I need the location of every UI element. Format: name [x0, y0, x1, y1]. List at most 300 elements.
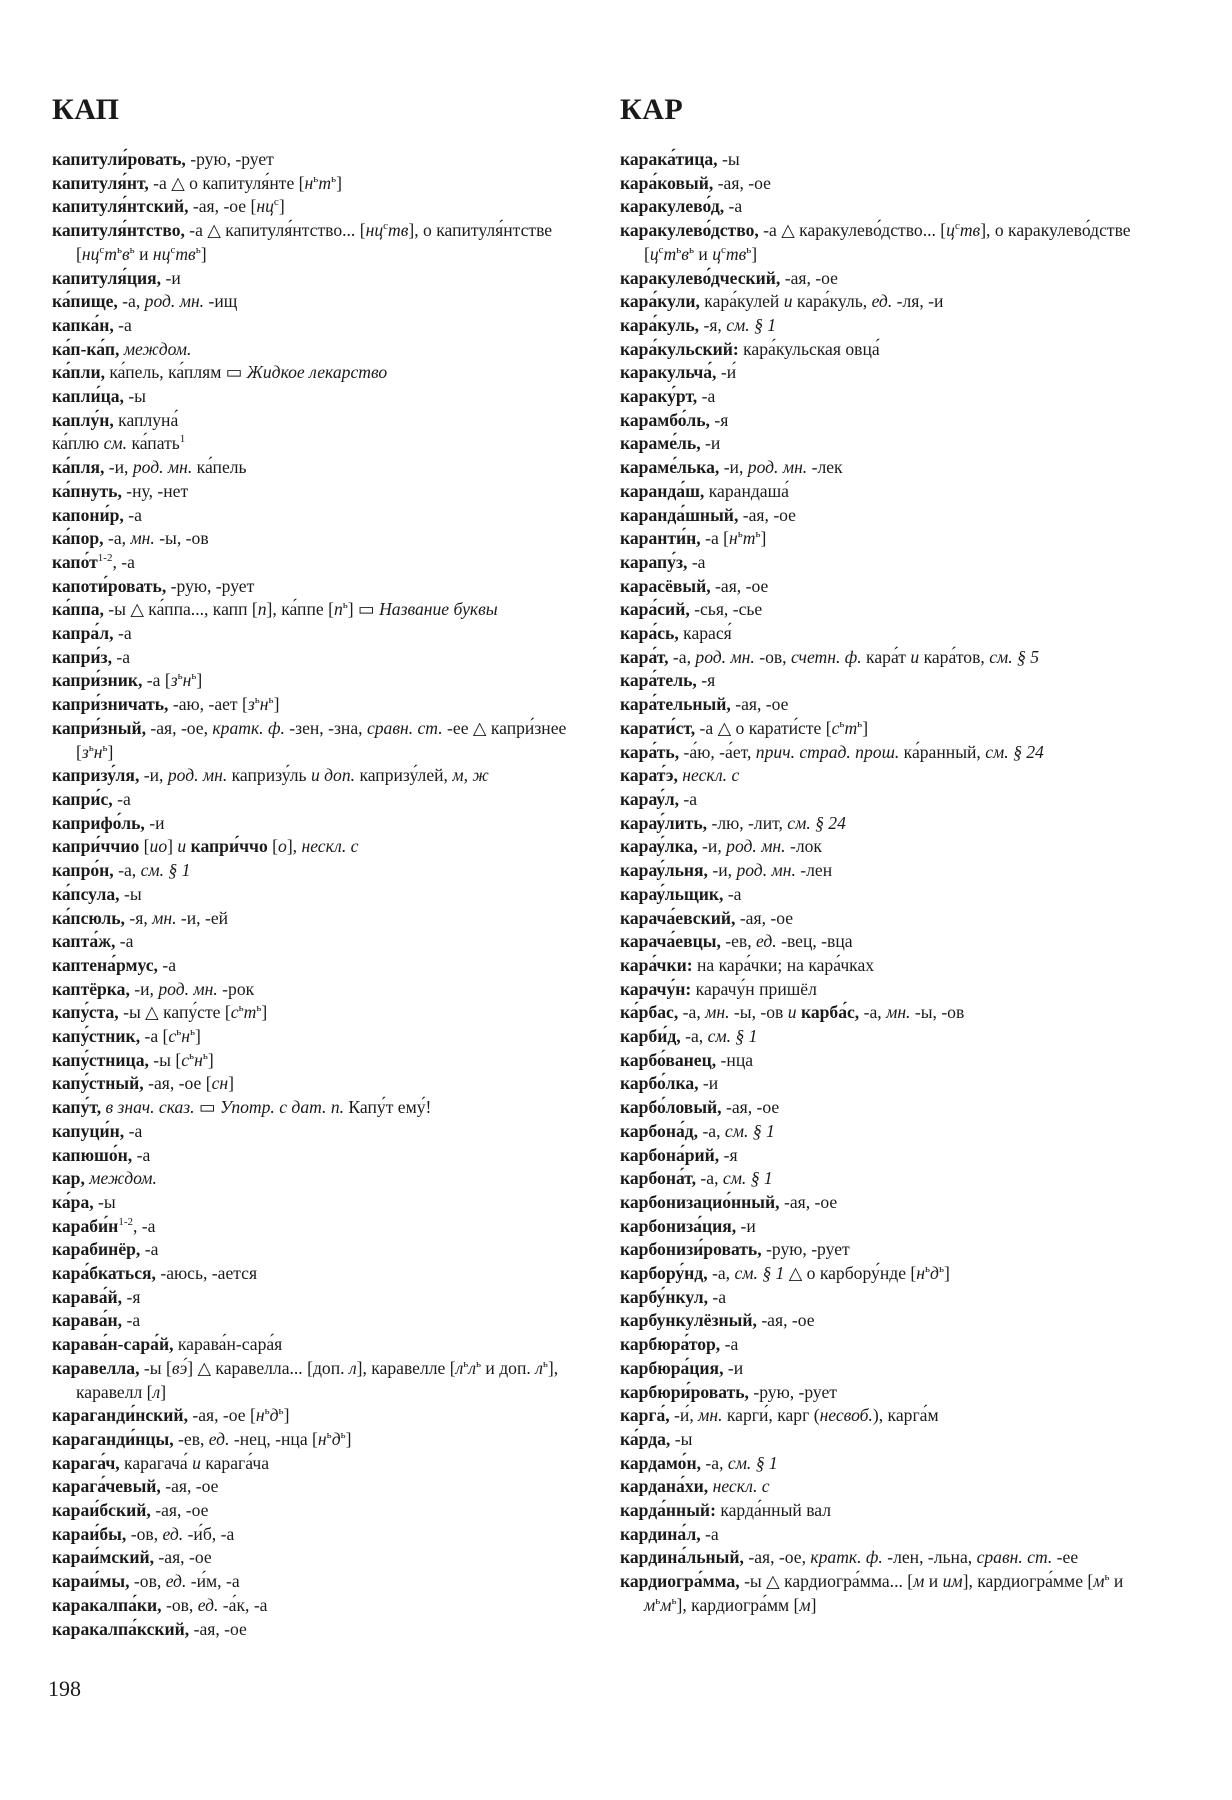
entry-text: -ая, -ое	[730, 694, 789, 715]
headword: кара́куль,	[620, 314, 700, 335]
entry-text: -а [	[700, 528, 730, 549]
superscript: с	[273, 196, 279, 209]
headword: капри́зный,	[52, 717, 146, 738]
entry-text: и	[924, 1571, 943, 1592]
entry-text: -а,	[698, 1120, 725, 1141]
dictionary-entry	[620, 1452, 1154, 1476]
entry-text: ка́плю	[52, 433, 104, 454]
entry-text: -и,	[719, 457, 748, 478]
entry-text: -и,	[129, 978, 159, 999]
dictionary-entry	[620, 290, 1154, 314]
entry-text: кара́тов,	[919, 646, 990, 667]
dictionary-entry	[620, 1001, 1154, 1025]
headword: карбона́т,	[620, 1168, 697, 1189]
dictionary-entry	[52, 338, 586, 362]
dictionary-entry	[52, 385, 586, 409]
entry-text: ка́пать	[127, 433, 180, 454]
headword: карбонизацио́нный,	[620, 1191, 780, 1212]
headword: караи́бы,	[52, 1523, 127, 1544]
grammar-note: род. мн.	[144, 291, 205, 312]
dictionary-entry	[52, 669, 586, 693]
grammar-note: н	[194, 1049, 203, 1070]
dictionary-entry	[52, 432, 586, 456]
entry-text: -ы △ кардиогра́мма... [	[739, 1571, 914, 1592]
grammar-note: и доп.	[310, 765, 356, 786]
headword: кара́т,	[620, 646, 669, 667]
grammar-note: т	[318, 172, 332, 193]
grammar-note: нц	[81, 243, 100, 264]
dictionary-entry	[620, 859, 1154, 883]
headword: карау́лка,	[620, 836, 698, 857]
superscript: ь	[191, 670, 197, 683]
grammar-note: с	[230, 1002, 239, 1023]
dictionary-entry	[52, 267, 586, 291]
dictionary-entry	[52, 812, 586, 836]
superscript: ь	[117, 243, 123, 256]
dictionary-entry	[620, 812, 1154, 836]
headword: карбона́рий,	[620, 1144, 720, 1165]
grammar-note: род. мн.	[726, 836, 786, 857]
entry-text: -ы, -ов	[154, 528, 209, 549]
entry-text: -и́,	[669, 1405, 699, 1426]
headword: кар,	[52, 1168, 85, 1189]
entry-text: -нца	[716, 1049, 754, 1070]
dictionary-entry	[620, 1215, 1154, 1239]
headword: капри́зничать,	[52, 694, 169, 715]
grammar-note: н	[93, 741, 103, 762]
entry-text: -а	[687, 551, 706, 572]
entry-text: -я	[709, 409, 729, 430]
grammar-note: з	[247, 694, 255, 715]
grammar-note: и	[783, 291, 793, 312]
headword: каптёрка,	[52, 978, 130, 999]
headword: капитуля́нтство,	[52, 220, 185, 241]
entry-text: -лок	[785, 836, 822, 857]
headword: карага́ч,	[52, 1452, 120, 1473]
entry-text: ]	[261, 1002, 268, 1023]
entry-text: ], кардиогра́мме [	[962, 1571, 1094, 1592]
entry-text: -а	[115, 931, 134, 952]
grammar-note: и	[177, 836, 187, 857]
headword: карати́ст,	[620, 717, 696, 738]
superscript: ь	[238, 1002, 244, 1015]
entry-text: ]	[207, 1049, 214, 1070]
superscript: ь	[331, 172, 337, 185]
headword: карача́евцы,	[620, 931, 721, 952]
headword: ка́пище,	[52, 291, 118, 312]
entry-text: -ая, -ое [	[143, 1073, 212, 1094]
entry-text: -ая, -ое,	[743, 1547, 811, 1568]
superscript: ь	[102, 741, 108, 754]
dictionary-entry	[620, 456, 1154, 480]
superscript: ь	[671, 1595, 677, 1608]
grammar-note: н	[255, 1405, 265, 1426]
dictionary-entry	[620, 314, 1154, 338]
entry-text: -ы	[93, 1191, 116, 1212]
entry-text: -и	[144, 812, 165, 833]
grammar-note: л	[455, 1357, 464, 1378]
superscript: ь	[88, 741, 94, 754]
dictionary-entry	[620, 907, 1154, 931]
headword: капри́с,	[52, 788, 113, 809]
dictionary-entry	[620, 1096, 1154, 1120]
grammar-note: ед.	[756, 931, 777, 952]
entry-text: -лю, -лит,	[707, 812, 788, 833]
superscript: ь	[278, 1405, 284, 1418]
dictionary-entry	[620, 195, 1154, 219]
entry-text: [	[139, 836, 150, 857]
dictionary-entry	[620, 693, 1154, 717]
dictionary-entry	[52, 1594, 586, 1618]
dictionary-entry	[52, 148, 586, 172]
dictionary-entry	[52, 172, 586, 196]
grammar-note: т	[243, 1002, 257, 1023]
dictionary-entry	[620, 1025, 1154, 1049]
entry-text: карава́н-сара́я	[173, 1334, 283, 1355]
headword: каракалпа́кский,	[52, 1618, 190, 1639]
dictionary-entry	[620, 361, 1154, 385]
dictionary-entry	[52, 764, 586, 788]
entry-text: -а	[697, 386, 716, 407]
superscript: ь	[202, 1049, 208, 1062]
entry-text: ]	[160, 1381, 167, 1402]
headword: ка́пор,	[52, 528, 104, 549]
entry-text: ]	[278, 196, 285, 217]
grammar-note: мн.	[886, 1002, 911, 1023]
headword: кардамо́н,	[620, 1452, 702, 1473]
grammar-note: и	[192, 1452, 201, 1473]
grammar-note: д	[331, 1428, 341, 1449]
dictionary-entry	[52, 1072, 586, 1096]
entry-text: -ая, -ое [	[188, 196, 257, 217]
grammar-note: см. § 24	[787, 812, 846, 833]
dictionary-entry	[52, 978, 586, 1002]
superscript: ь	[256, 1002, 262, 1015]
headword: капу́ста,	[52, 1002, 119, 1023]
headword: карбо́лка,	[620, 1073, 699, 1094]
entry-list	[52, 148, 586, 1641]
entry-text: -и,	[707, 860, 737, 881]
headword: карабинёр,	[52, 1239, 141, 1260]
headword: капу́стный,	[52, 1073, 144, 1094]
entry-text: -ая, -ое	[710, 575, 769, 596]
headword: карапу́з,	[620, 551, 688, 572]
entry-text: -ая, -ое,	[145, 717, 213, 738]
headword: ка́пнуть,	[52, 480, 122, 501]
grammar-note: з	[81, 741, 89, 762]
headword: карбонизи́ровать,	[620, 1239, 762, 1260]
dictionary-entry	[620, 1144, 1154, 1168]
grammar-note: род. мн.	[695, 646, 755, 667]
dictionary-entry	[52, 835, 586, 859]
dictionary-entry	[52, 527, 586, 551]
headword: карага́чевый,	[52, 1476, 161, 1497]
grammar-note: прич. страд. прош.	[755, 741, 900, 762]
grammar-note: ед.	[162, 1523, 184, 1544]
grammar-note: мн.	[152, 907, 177, 928]
dictionary-entry	[620, 1049, 1154, 1073]
headword: караме́лька,	[620, 457, 720, 478]
grammar-note: мн.	[705, 1002, 730, 1023]
dictionary-entry	[620, 267, 1154, 291]
entry-text: -рую, -рует	[166, 575, 255, 596]
dictionary-entry	[52, 1167, 586, 1191]
headword: капо́т	[52, 551, 98, 572]
grammar-note: см. § 1	[724, 1120, 775, 1141]
entry-text: -а △ о капитуля́нте [	[148, 172, 305, 193]
entry-text: карася́	[678, 623, 732, 644]
entry-text: △ о карбору́нде [	[784, 1263, 917, 1284]
grammar-note: л	[535, 1357, 543, 1378]
entry-text: -а	[157, 954, 177, 975]
entry-text: ], о капитуля́нтстве [	[76, 220, 553, 264]
dictionary-entry	[620, 385, 1154, 409]
superscript: ь	[1104, 1571, 1110, 1584]
headword: карача́евский,	[620, 907, 736, 928]
entry-text: -ая, -ое	[735, 907, 794, 928]
entry-text: ],	[286, 836, 302, 857]
entry-text: ]	[345, 1428, 352, 1449]
superscript: ь	[746, 243, 752, 256]
entry-text: -нец, -нца [	[229, 1428, 318, 1449]
entry-text: -а	[700, 1523, 719, 1544]
headword: караби́н	[52, 1215, 119, 1236]
grammar-note: сравн. ст.	[366, 717, 443, 738]
headword: каплу́н,	[52, 409, 114, 430]
grammar-note: междом.	[89, 1168, 157, 1189]
dictionary-entry	[620, 1381, 1154, 1405]
entry-text: ]	[283, 1405, 290, 1426]
entry-text: капризу́лей,	[355, 765, 453, 786]
grammar-note: род. мн.	[736, 860, 796, 881]
grammar-note: род. мн.	[167, 765, 228, 786]
headword: кара́чки:	[620, 954, 693, 975]
grammar-note: род. мн.	[132, 457, 193, 478]
dictionary-entry	[620, 954, 1154, 978]
headword: кардина́льный,	[620, 1547, 744, 1568]
grammar-note: л	[152, 1381, 161, 1402]
dictionary-entry	[52, 575, 586, 599]
headword: карбониза́ция,	[620, 1215, 737, 1236]
entry-text: -ищ	[204, 291, 238, 312]
dictionary-entry	[620, 480, 1154, 504]
superscript: ь	[542, 1358, 548, 1370]
entry-text: -ая, -ое	[160, 1476, 219, 1497]
grammar-note: междом.	[123, 338, 192, 359]
grammar-note: Жидкое лекарство	[246, 362, 388, 383]
headword: каракульча́,	[620, 362, 717, 383]
headword: каракалпа́ки,	[52, 1594, 162, 1615]
entry-text: -и	[700, 433, 721, 454]
headword: ка́ппа,	[52, 599, 104, 620]
dictionary-entry	[52, 1357, 586, 1404]
headword: капро́н,	[52, 860, 114, 881]
entry-text: -ы	[123, 386, 146, 407]
entry-text: ]	[943, 1263, 950, 1284]
grammar-note: сравн. ст.	[976, 1547, 1053, 1568]
headword: карбона́д,	[620, 1120, 699, 1141]
grammar-note: тв	[388, 220, 409, 241]
entry-text: -ее	[1052, 1547, 1079, 1568]
headword: капу́стница,	[52, 1049, 149, 1070]
headword: караку́рт,	[620, 386, 698, 407]
superscript: ь	[340, 1429, 346, 1442]
entry-text: -я,	[124, 907, 153, 928]
entry-text: -а,	[680, 1026, 708, 1047]
superscript: ь	[195, 243, 201, 256]
headword: карбункулёзный,	[620, 1310, 757, 1331]
entry-text: -я	[696, 670, 716, 691]
grammar-note: ед.	[871, 291, 893, 312]
superscript: 1-2	[118, 1215, 133, 1228]
grammar-note: м	[660, 1594, 672, 1615]
headword: карау́л,	[620, 788, 679, 809]
entry-text: карандаша́	[704, 480, 789, 501]
dictionary-entry	[52, 195, 586, 219]
dictionary-entry	[620, 1570, 1154, 1617]
grammar-note: с	[168, 1026, 177, 1047]
entry-text: -ев,	[173, 1428, 209, 1449]
dictionary-entry	[52, 1049, 586, 1073]
dictionary-entry	[52, 480, 586, 504]
headword: карава́н-сара́й,	[52, 1334, 174, 1355]
headword: карба́с,	[800, 1002, 860, 1023]
dictionary-entry	[52, 1452, 586, 1476]
headword: кардина́л,	[620, 1523, 701, 1544]
dictionary-entry	[620, 835, 1154, 859]
grammar-note: ед.	[197, 1594, 219, 1615]
headword: карачу́н:	[620, 978, 692, 999]
dictionary-entry	[52, 1025, 586, 1049]
entry-text: -и	[723, 1357, 744, 1378]
dictionary-entry	[52, 314, 586, 338]
dictionary-entry	[620, 1546, 1154, 1570]
entry-text: -ы	[717, 149, 740, 169]
entry-text: -ая, -ое [	[187, 1405, 256, 1426]
headword: кардана́хи,	[620, 1476, 709, 1497]
grammar-note: в	[122, 243, 130, 264]
headword: капитуля́ция,	[52, 267, 162, 288]
entry-text: ]	[228, 1073, 235, 1094]
grammar-note: см.	[103, 433, 128, 454]
superscript: ь	[177, 670, 183, 683]
page-number: 198	[48, 1676, 81, 1701]
dictionary-entry	[620, 148, 1154, 172]
grammar-note: мн.	[698, 1405, 723, 1426]
entry-text: -а	[132, 1144, 151, 1165]
grammar-note: м	[1093, 1571, 1105, 1592]
headword: каранти́н,	[620, 528, 701, 549]
entry-text: -ля, -и	[892, 291, 944, 312]
grammar-note: см. § 1	[707, 1026, 758, 1047]
entry-text: карда́нный вал	[715, 1500, 832, 1521]
dictionary-entry	[620, 1523, 1154, 1547]
dictionary-entry	[52, 1120, 586, 1144]
entry-text: -ая, -ое	[756, 1310, 815, 1331]
headword: карбюра́тор,	[620, 1334, 721, 1355]
entry-text: на кара́чки; на кара́чках	[692, 954, 875, 975]
entry-text: и	[693, 243, 713, 264]
grammar-note: сн	[211, 1073, 229, 1094]
entry-text: ▭	[194, 1097, 220, 1118]
entry-text: -а,	[668, 646, 696, 667]
entry-text: -ов,	[126, 1523, 163, 1544]
headword: каранда́шный,	[620, 504, 739, 525]
grammar-note: и	[787, 1002, 797, 1023]
dictionary-entry	[620, 1286, 1154, 1310]
entry-text: -ая, -ое	[713, 172, 771, 193]
grammar-note: н	[916, 1263, 925, 1284]
grammar-note: о	[278, 836, 287, 857]
entry-text: , -а	[112, 551, 135, 572]
entry-text: ], кардиогра́мм [	[676, 1594, 800, 1615]
entry-text: -а,	[696, 1168, 723, 1189]
dictionary-entry	[620, 669, 1154, 693]
headword: каракулево́дческий,	[620, 267, 781, 288]
dictionary-entry	[52, 1001, 586, 1025]
superscript: ь	[737, 528, 743, 541]
superscript: с	[99, 243, 105, 256]
superscript: ь	[176, 1026, 182, 1039]
entry-text: -я	[122, 1286, 141, 1307]
entry-text: -и,	[104, 457, 133, 478]
grammar-note: в	[681, 243, 689, 264]
headword: карга́,	[620, 1405, 670, 1426]
grammar-note: м	[644, 1594, 656, 1615]
grammar-note: род. мн.	[747, 457, 808, 478]
entry-text: -я	[719, 1144, 738, 1165]
dictionary-entry	[620, 788, 1154, 812]
grammar-note: п	[257, 599, 267, 620]
entry-text: кара́куль,	[792, 291, 872, 312]
entry-text: -а [	[140, 1026, 169, 1047]
entry-text: ]	[862, 717, 869, 738]
headword: ка́рбас,	[620, 1002, 679, 1023]
headword: кара́сь,	[620, 623, 679, 644]
dictionary-entry	[620, 764, 1154, 788]
entry-text: кара́кулей	[699, 291, 784, 312]
entry-text: ]	[336, 172, 342, 193]
dictionary-entry	[52, 1333, 586, 1357]
dictionary-entry	[620, 504, 1154, 528]
headword: каракулево́д,	[620, 196, 725, 217]
dictionary-entry	[52, 290, 586, 314]
dictionary-entry	[620, 930, 1154, 954]
headword: капри́ччо	[190, 836, 268, 857]
headword: ка́пля,	[52, 457, 105, 478]
dictionary-entry	[620, 1120, 1154, 1144]
entry-text: -а	[720, 1334, 739, 1355]
headword: карбюри́ровать,	[620, 1381, 749, 1402]
headword: капри́зник,	[52, 670, 143, 691]
headword: карау́лить,	[620, 812, 708, 833]
entry-text: -а	[724, 196, 743, 217]
headword: капюшо́н,	[52, 1144, 133, 1165]
entry-text: -ев,	[720, 931, 757, 952]
headword: капони́р,	[52, 504, 124, 525]
entry-text: карачу́н пришёл	[691, 978, 817, 999]
grammar-note: н	[317, 1428, 327, 1449]
entry-text: -а	[678, 788, 698, 809]
superscript: ь	[925, 1263, 931, 1276]
entry-text: -рок	[217, 978, 255, 999]
grammar-note: м	[799, 1594, 811, 1615]
grammar-note: с	[831, 717, 840, 738]
headword: кара́тель,	[620, 670, 697, 691]
grammar-note: см. § 24	[985, 741, 1044, 762]
headword: карасёвый,	[620, 575, 711, 596]
grammar-note: вэ́	[171, 1357, 188, 1378]
